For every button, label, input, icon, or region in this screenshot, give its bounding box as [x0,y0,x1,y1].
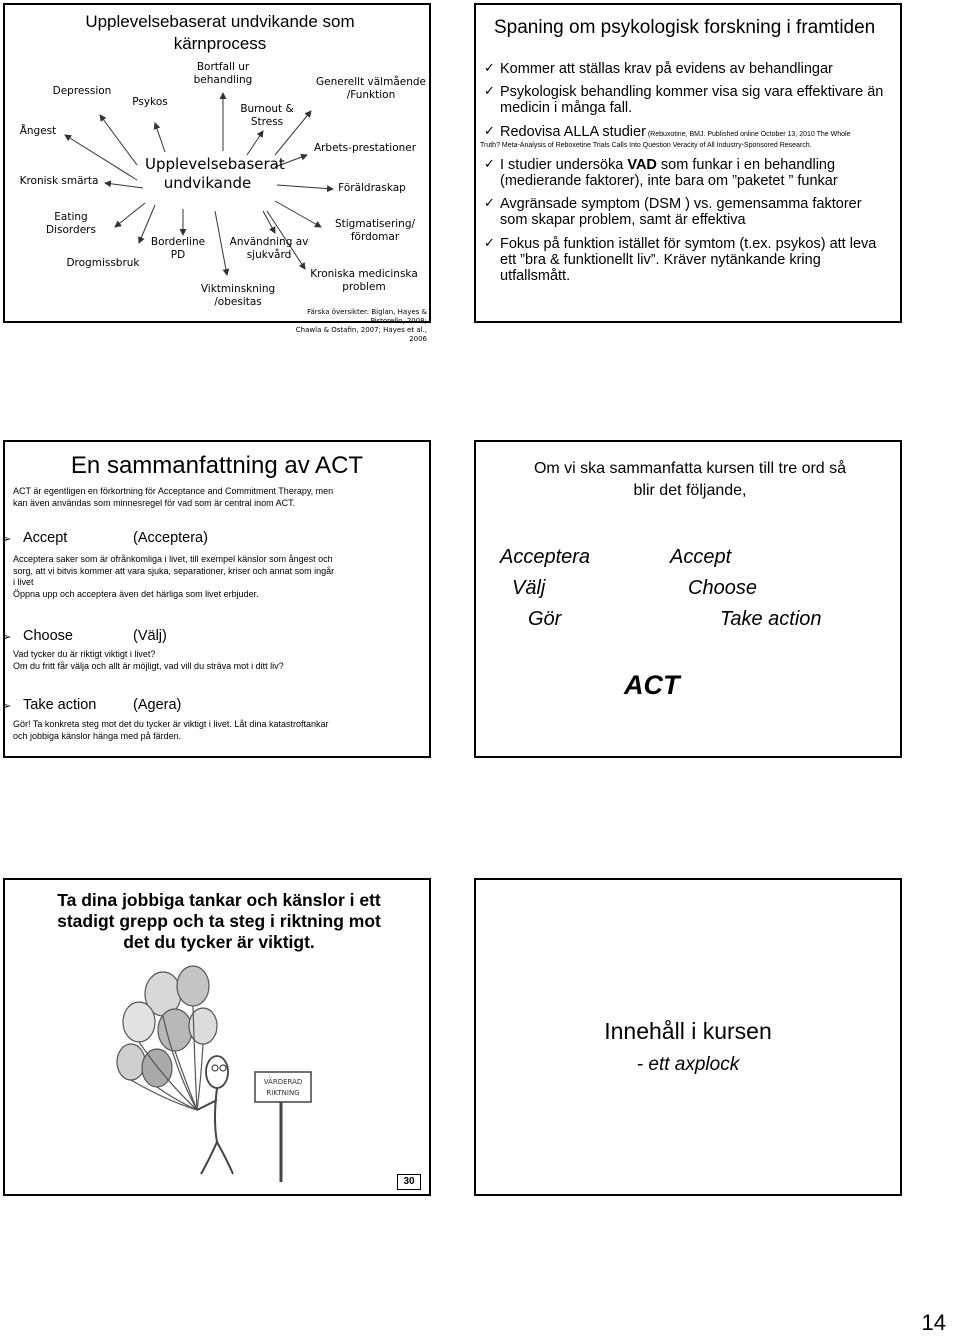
balloon-icon [123,1002,155,1042]
slide-title: Ta dina jobbiga tankar och känslor i ett stadigt grepp och ta steg i riktning mot det du tycker är viktigt. [57,890,381,952]
word-take-action: Take action [720,608,822,630]
word-accept: Accept [670,546,732,568]
slide-course-contents [474,878,902,1196]
checkmark-icon: ✓ [484,60,495,75]
accept-swedish: (Acceptera) [133,530,208,546]
word-valj: Välj [512,577,546,599]
node-depression: Depression [52,85,112,97]
slide-number: 30 [397,1174,421,1190]
person-head [206,1056,228,1088]
sign-text-line-1: VÄRDERAD [263,1078,303,1086]
accept-heading: Accept [23,530,68,546]
list-item: ✓ Avgränsade symptom (DSM ) vs. gemensamma faktorer som skapar problem, samt är effektiva [484,195,862,229]
arrow-bullet-icon: ➢ [3,632,12,643]
slide-title: Spaning om psykologisk forskning i framtiden [494,17,876,38]
act-acronym: ACT [624,670,680,700]
node-burnout: Burnout & Stress [240,103,294,129]
arrow-bullet-icon: ➢ [3,701,12,712]
list-item: ✓ Kommer att ställas krav på evidens av behandlingar [484,60,833,77]
arrow-to-stigma [275,201,321,227]
citation: Färska översikter: Biglan, Hayes & Pistorello, 2008; Chawla & Ostafin, 2007; Hayes et al., 2006 [295,308,427,344]
node-kronisk-smarta: Kronisk smärta [19,175,99,187]
balloon-man-illustration [105,960,335,1185]
checkmark-icon: ✓ [484,83,495,99]
take-action-swedish: (Agera) [133,697,182,713]
node-eating-disorders: Eating Disorders [46,211,96,237]
node-psykos: Psykos [132,96,168,108]
slide-subtitle: - ett axplock [636,1054,740,1075]
node-generellt-valmaende: Generellt välmående /Funktion [315,76,426,102]
node-drogmissbruk: Drogmissbruk [66,257,140,269]
arrow-to-foraldra [277,185,333,189]
arrow-to-burnout [247,131,263,155]
node-bortfall: Bortfall ur behandling [193,61,253,87]
arrow-to-psykos [155,123,165,152]
word-acceptera: Acceptera [500,546,591,568]
accept-text: Acceptera saker som är ofrånkomliga i livet, till exempel känslor som ångest och sorg, att vi bitvis kommer att vara sjuka, separationer, kriser och annat som ingår i livet Öppna upp och acceptera även det härliga som livet erbjuder. [13,554,335,600]
title-line-2: kärnprocess [173,34,267,54]
take-action-heading: Take action [23,697,97,713]
slide-experiential-avoidance [3,3,431,344]
list-item: ✓ Psykologisk behandling kommer visa sig vara effektivare än medicin i många fall. [484,83,884,117]
balloon-icon [158,1009,192,1051]
slide-research-outlook [474,3,902,323]
node-anvandning-sjukvard: Användning av sjukvård [229,236,309,262]
checkmark-icon: ✓ [484,155,495,171]
choose-swedish: (Välj) [133,628,167,644]
list-item: ✓ Redovisa ALLA studier (Rebuxotine, BMJ. Published online October 13, 2010 The Whole Truth? Meta-Analysis of Reboxetine Trials Calls Into Question Veracity of All Industry-Sponsored Research. [480,122,851,149]
slide-act-summary [3,440,431,758]
center-node: Upplevelsebaserat undvikande [145,155,285,192]
title-line-1: Upplevelsebaserat undvikande som [85,12,355,31]
arrow-bullet-icon: ➢ [3,534,12,545]
node-angest: Ångest [19,125,57,137]
node-borderline: Borderline PD [150,236,206,262]
bullet-list [480,61,890,291]
list-item: ✓ Fokus på funktion istället för symtom (t.ex. psykos) att leva ett ”bra & funktionellt liv”. Kräver nytänkande kring utfallsmått. [484,234,877,285]
balloon-icon [142,1049,172,1087]
take-action-text: Gör! Ta konkreta steg mot det du tycker är viktigt i livet. Låt dina katastroftankar och jobbiga känslor hänga med på färden. [13,719,329,741]
slide-three-words [474,440,902,758]
page-number: 14 [921,1310,946,1335]
arrow-to-kronisk [105,183,143,188]
word-gor: Gör [528,608,562,630]
arrow-to-eating [115,203,145,227]
node-viktminskning: Viktminskning /obesitas [200,283,276,309]
checkmark-icon: ✓ [484,195,495,211]
choose-heading: Choose [23,628,73,644]
sign-board [255,1072,311,1102]
list-item: ✓ I studier undersöka VAD som funkar i en behandling (medierande faktorer), inte bara om ”paketet ” funkar [484,155,838,189]
arrow-to-angest [65,135,137,180]
checkmark-icon: ✓ [484,234,495,250]
arrow-to-vikt [215,211,227,275]
slide-valued-direction [3,878,431,1196]
node-stigmatisering: Stigmatisering/ fördomar [334,218,416,244]
word-choose: Choose [688,577,757,599]
sign-text-line-2: RIKTNING [266,1089,300,1097]
balloon-icon [177,966,209,1006]
choose-text: Vad tycker du är riktigt viktigt i livet? Om du fritt får välja och allt är möjligt, vad vill du sträva mot i ditt liv? [13,649,284,671]
slide-title: Innehåll i kursen [604,1018,772,1044]
balloon-icon [117,1044,145,1080]
arrow-to-depression [100,115,137,165]
checkmark-icon: ✓ [484,122,495,138]
node-arbets-prestationer: Arbets-prestationer [313,142,417,154]
node-foraldraskap: Föräldraskap [338,182,406,194]
node-kroniska-medicinska: Kroniska medicinska problem [310,268,418,294]
slide-title: En sammanfattning av ACT [70,452,364,479]
intro-text: ACT är egentligen en förkortning för Acceptance and Commitment Therapy, men kan även användas som minnesregel för vad som är central inom ACT. [13,486,334,508]
slide-title: Om vi ska sammanfatta kursen till tre ord så blir det följande, [533,460,847,500]
